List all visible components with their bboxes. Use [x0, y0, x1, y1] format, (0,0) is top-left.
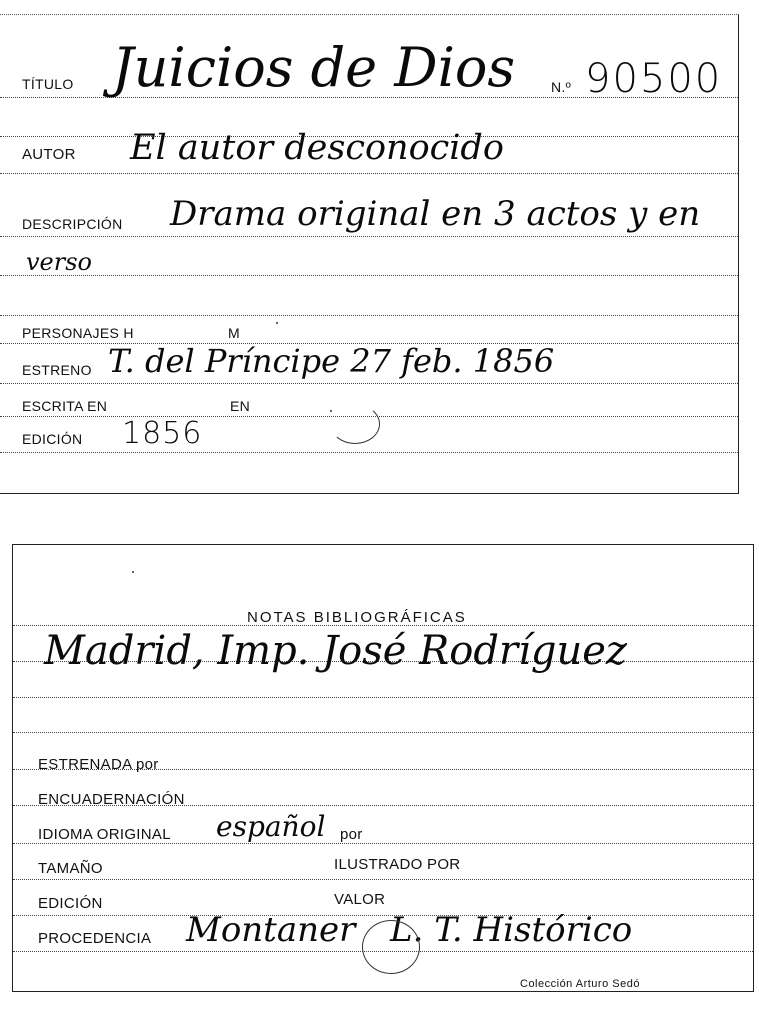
ruled-line	[0, 173, 738, 174]
ruled-line	[13, 843, 753, 844]
estreno-label: ESTRENO	[22, 362, 92, 378]
speck-mark	[330, 410, 332, 412]
ruled-line	[13, 697, 753, 698]
numero-label: N.º	[551, 79, 572, 95]
personajes-h-label: PERSONAJES H	[22, 325, 134, 341]
idioma-label: IDIOMA ORIGINAL	[38, 826, 171, 843]
ruled-line	[13, 915, 753, 916]
ruled-line	[0, 236, 738, 237]
edicion-label-2: EDICIÓN	[38, 895, 103, 912]
edicion-value: 1856	[122, 416, 203, 451]
ilustrado-label: ILUSTRADO POR	[334, 856, 461, 873]
notas-heading: NOTAS BIBLIOGRÁFICAS	[247, 609, 467, 626]
procedencia-value: Montaner	[186, 910, 356, 950]
descripcion-value-line2: verso	[26, 248, 92, 276]
ruled-line	[0, 452, 738, 453]
idioma-value: español	[216, 810, 326, 843]
estrenada-label: ESTRENADA por	[38, 756, 159, 773]
collection-footer: Colección Arturo Sedó	[520, 978, 640, 990]
idioma-por-label: por	[340, 826, 363, 843]
encuadernacion-label: ENCUADERNACIÓN	[38, 791, 185, 808]
titulo-value: Juicios de Dios	[112, 36, 516, 99]
escrita-en-label: ESCRITA EN	[22, 398, 108, 414]
speck-mark	[276, 322, 278, 324]
autor-label: AUTOR	[22, 146, 76, 163]
stamp-mark	[362, 920, 420, 974]
stamp-mark	[330, 404, 380, 444]
speck-mark	[132, 571, 134, 573]
notas-value: Madrid, Imp. José Rodríguez	[44, 628, 627, 674]
estreno-value: T. del Príncipe 27 feb. 1856	[108, 342, 555, 380]
autor-value: El autor desconocido	[130, 128, 504, 168]
tamano-label: TAMAÑO	[38, 860, 103, 877]
descripcion-value-line1: Drama original en 3 actos y en	[170, 194, 701, 234]
descripcion-label: DESCRIPCIÓN	[22, 216, 123, 232]
en-label: EN	[230, 398, 251, 414]
numero-value: 90500	[585, 56, 723, 102]
procedencia-label: PROCEDENCIA	[38, 930, 152, 947]
ruled-line	[0, 275, 738, 276]
ruled-line	[0, 315, 738, 316]
edicion-label: EDICIÓN	[22, 431, 83, 447]
ruled-line	[0, 383, 738, 384]
personajes-m-label: M	[228, 325, 240, 341]
ruled-line	[13, 732, 753, 733]
titulo-label: TÍTULO	[22, 76, 74, 92]
procedencia-value-2: L. T. Histórico	[390, 910, 633, 950]
valor-label: VALOR	[334, 891, 386, 908]
ruled-line	[13, 879, 753, 880]
